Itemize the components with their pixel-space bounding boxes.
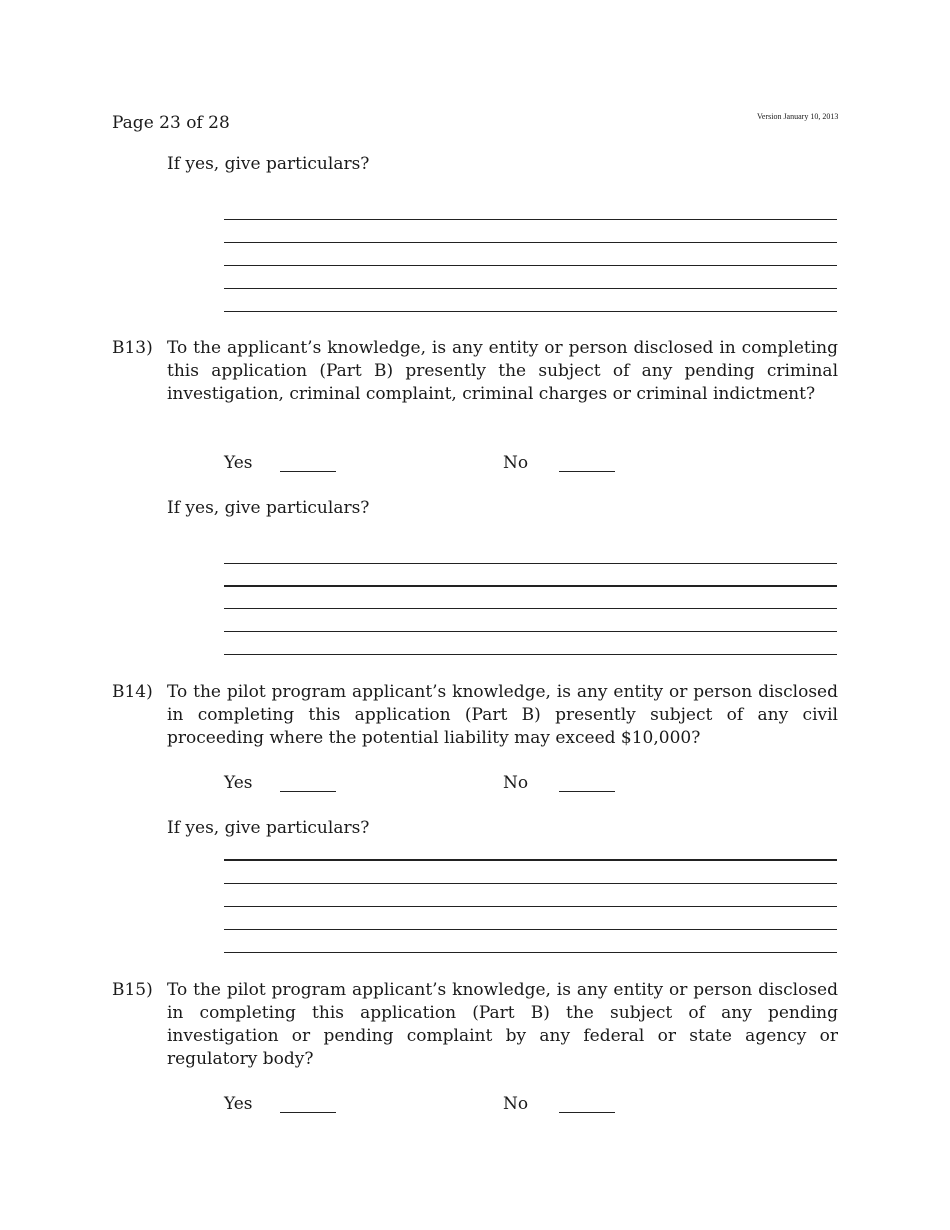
yes-label-b13: Yes — [224, 453, 253, 473]
page-number: Page 23 of 28 — [112, 113, 230, 133]
answer-line[interactable] — [224, 288, 837, 289]
yes-blank-b15[interactable] — [280, 1112, 336, 1113]
particulars-prompt-b13: If yes, give particulars? — [167, 498, 370, 518]
no-blank-b15[interactable] — [559, 1112, 615, 1113]
answer-line[interactable] — [224, 585, 837, 587]
no-blank-b13[interactable] — [559, 471, 615, 472]
no-label-b15: No — [503, 1094, 529, 1114]
question-text-b15: To the pilot program applicant’s knowledge, is any entity or person disclosed in completing this application (Part B) the subject of any pending investigation or pending complaint by any federal or state agency or regulatory body? — [167, 980, 838, 1069]
answer-line[interactable] — [224, 265, 837, 266]
no-label-b14: No — [503, 773, 529, 793]
answer-line[interactable] — [224, 631, 837, 632]
version-date: Version January 10, 2013 — [757, 112, 839, 121]
question-number-b15: B15) — [112, 980, 153, 1000]
yes-label-b15: Yes — [224, 1094, 253, 1114]
no-blank-b14[interactable] — [559, 791, 615, 792]
answer-line[interactable] — [224, 219, 837, 220]
answer-line[interactable] — [224, 242, 837, 243]
particulars-prompt-b12: If yes, give particulars? — [167, 154, 370, 174]
question-text-b14: To the pilot program applicant’s knowledge, is any entity or person disclosed in completing this application (Part B) presently subject of any civil proceeding where the potential liability may exceed $10,000? — [167, 682, 838, 748]
question-number-b14: B14) — [112, 682, 153, 702]
question-text-b13: To the applicant’s knowledge, is any entity or person disclosed in completing this application (Part B) presently the subject of any pending criminal investigation, criminal complaint, criminal charges or criminal indictment? — [167, 338, 838, 404]
answer-line[interactable] — [224, 929, 837, 930]
answer-line[interactable] — [224, 608, 837, 609]
no-label-b13: No — [503, 453, 529, 473]
answer-line[interactable] — [224, 654, 837, 655]
yes-label-b14: Yes — [224, 773, 253, 793]
question-number-b13: B13) — [112, 338, 153, 358]
answer-line[interactable] — [224, 563, 837, 564]
yes-blank-b13[interactable] — [280, 471, 336, 472]
answer-line[interactable] — [224, 311, 837, 312]
answer-line[interactable] — [224, 859, 837, 861]
answer-line[interactable] — [224, 883, 837, 884]
particulars-prompt-b14: If yes, give particulars? — [167, 818, 370, 838]
answer-line[interactable] — [224, 952, 837, 953]
answer-line[interactable] — [224, 906, 837, 907]
yes-blank-b14[interactable] — [280, 791, 336, 792]
